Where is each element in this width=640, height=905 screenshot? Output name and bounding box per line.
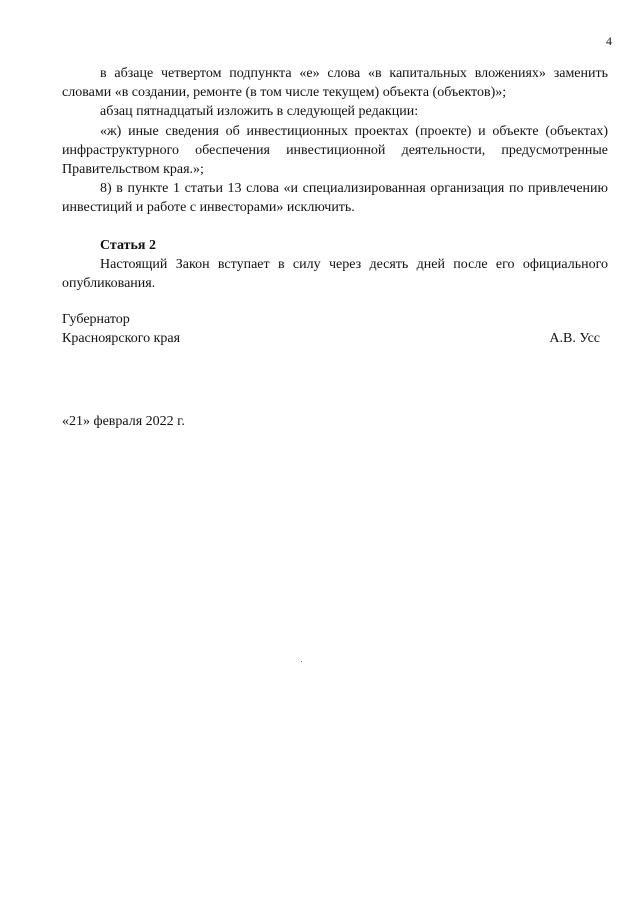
signatory-position-line2: Красноярского края bbox=[62, 331, 181, 347]
article-2-text: Настоящий Закон вступает в силу через десять дней после его официального опубликования. bbox=[62, 256, 608, 292]
scan-speck bbox=[301, 661, 302, 662]
paragraph-item-8: 8) в пункте 1 статьи 13 слова «и специализированная организация по привлечению инвестиций и работе с инвесторами» исключить. bbox=[62, 181, 608, 216]
paragraph-fifteenth-intro: абзац пятнадцатый изложить в следующей редакции: bbox=[100, 104, 419, 120]
signatory-name: А.В. Усс bbox=[549, 331, 600, 347]
signatory-position-line1: Губернатор bbox=[62, 312, 130, 327]
document-body bbox=[62, 64, 608, 293]
signing-date: «21» февраля 2022 г. bbox=[62, 414, 185, 429]
paragraph-subpoint-e: в абзаце четвертом подпункта «е» слова «в капитальных вложениях» заменить словами «в создании, ремонте (в том числе текущем) объекта (объектов)»; bbox=[62, 66, 608, 101]
page-number: 4 bbox=[606, 34, 612, 48]
paragraph-subpoint-zh: «ж) иные сведения об инвестиционных проектах (проекте) и объекте (объектах) инфраструктурного обеспечения инвестиционной деятельности, предусмотренные Правительством края.»; bbox=[62, 123, 608, 178]
signature-block bbox=[62, 310, 600, 348]
article-2-title: Статья 2 bbox=[100, 237, 156, 253]
